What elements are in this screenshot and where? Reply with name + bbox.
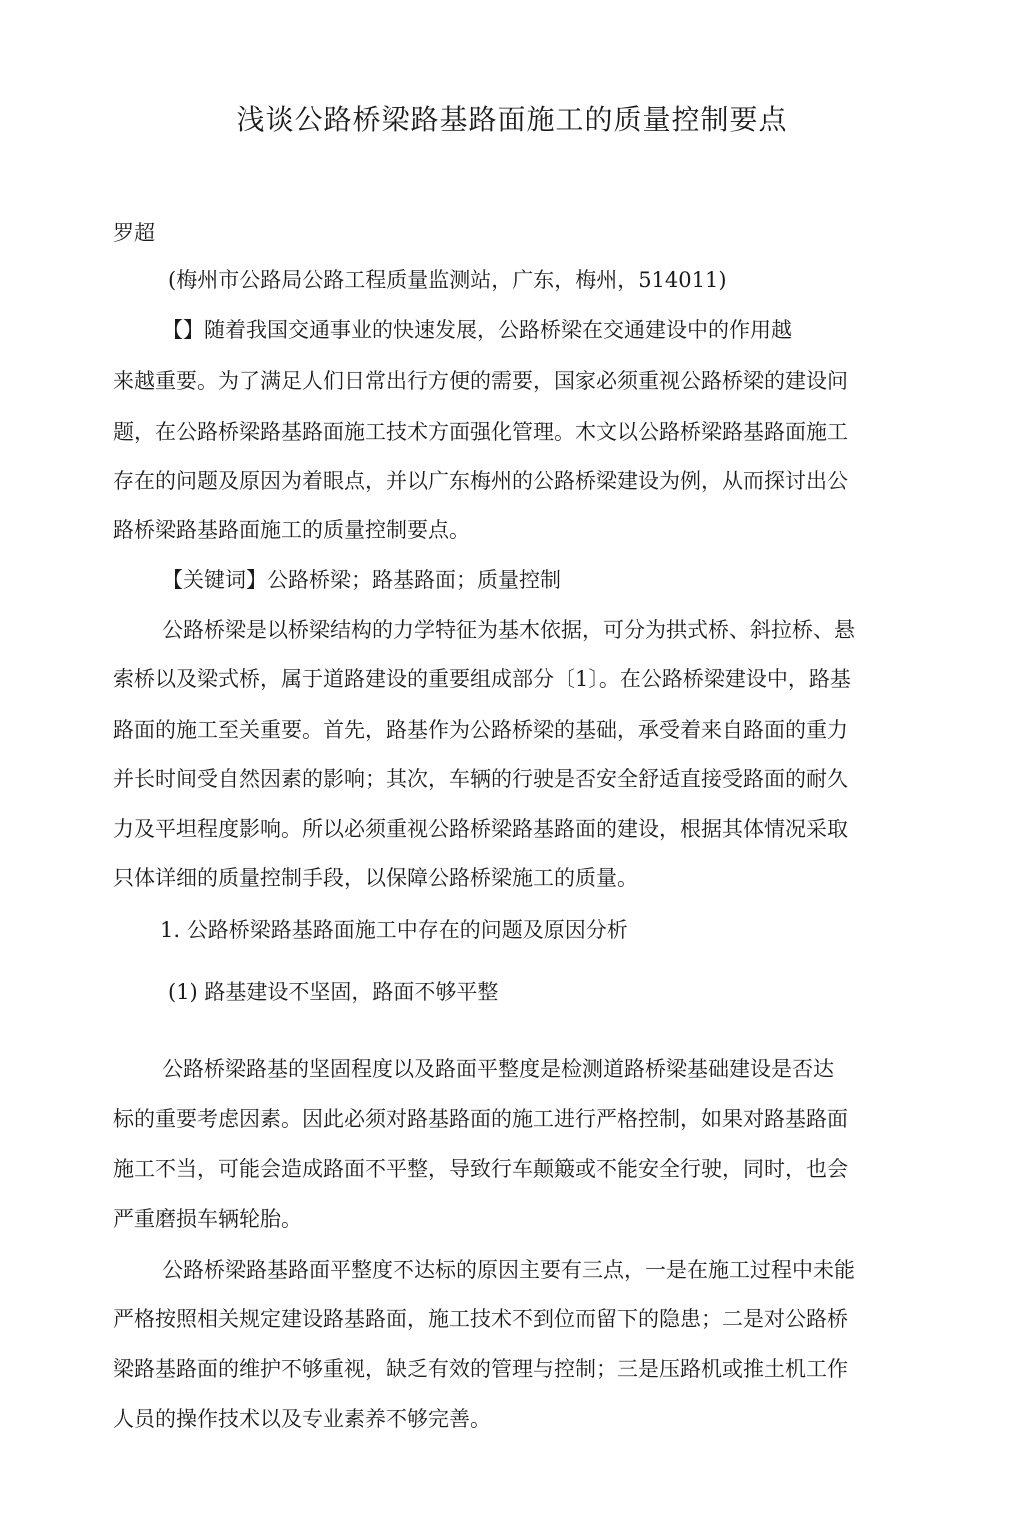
abstract-line: 存在的问题及原因为着眼点，并以广东梅州的公路桥梁建设为例，从而探讨出公 [113, 469, 848, 493]
intro-line: 公路桥梁是以桥梁结构的力学特征为基木依据，可分为拱式桥、斜拉桥、悬 [162, 618, 855, 642]
author-affiliation: (梅州市公路局公路工程质量监测站，广东，梅州，514011) [168, 268, 727, 292]
intro-line: 只体详细的质量控制手段，以保障公路桥梁施工的质量。 [113, 866, 638, 890]
paragraph-line: 公路桥梁路基的坚固程度以及路面平整度是检测道路桥梁基础建设是否达 [162, 1057, 834, 1081]
abstract-line: 【】随着我国交通事业的快速发展，公路桥梁在交通建设中的作用越 [162, 318, 792, 342]
paragraph-line: 公路桥梁路基路面平整度不达标的原因主要有三点，一是在施工过程中未能 [162, 1258, 855, 1282]
paragraph-line: 人员的操作技术以及专业素养不够完善。 [113, 1407, 491, 1431]
paragraph-line: 标的重要考虑因素。因此必须对路基路面的施工进行严格控制，如果对路基路面 [113, 1107, 848, 1131]
intro-line: 力及平坦程度影响。所以必须重视公路桥梁路基路面的建设，根据其体情况采取 [113, 817, 848, 841]
intro-line: 并长时间受自然因素的影响；其次，车辆的行驶是否安全舒适直接受路面的耐久 [113, 767, 848, 791]
subsection-heading: (1) 路基建设不坚固，路面不够平整 [168, 980, 499, 1004]
intro-line: 路面的施工至关重要。首先，路基作为公路桥梁的基础，承受着来自路面的重力 [113, 718, 848, 742]
abstract-line: 来越重要。为了满足人们日常出行方便的需要，国家必须重视公路桥梁的建设问 [113, 369, 848, 393]
section-heading: 1. 公路桥梁路基路面施工中存在的问题及原因分析 [160, 918, 628, 942]
paragraph-line: 施工不当，可能会造成路面不平整，导致行车颠簸或不能安全行驶，同时，也会 [113, 1157, 848, 1181]
keywords: 【关键词】公路桥梁；路基路面；质量控制 [162, 568, 561, 592]
paragraph-line: 梁路基路面的维护不够重视，缺乏有效的管理与控制；三是压路机或推土机工作 [113, 1357, 848, 1381]
paragraph-line: 严格按照相关规定建设路基路面，施工技术不到位而留下的隐患；二是对公路桥 [113, 1307, 848, 1331]
intro-line: 索桥以及梁式桥，属于道路建设的重要组成部分〔1〕。在公路桥梁建设中，路基 [113, 667, 851, 691]
abstract-line: 路桥梁路基路面施工的质量控制要点。 [113, 518, 470, 542]
paragraph-line: 严重磨损车辆轮胎。 [113, 1207, 302, 1231]
document-title: 浅谈公路桥梁路基路面施工的质量控制要点 [236, 103, 788, 136]
abstract-line: 题，在公路桥梁路基路面施工技术方面强化管理。木文以公路桥梁路基路面施工 [113, 420, 848, 444]
author-name: 罗超 [113, 221, 155, 245]
